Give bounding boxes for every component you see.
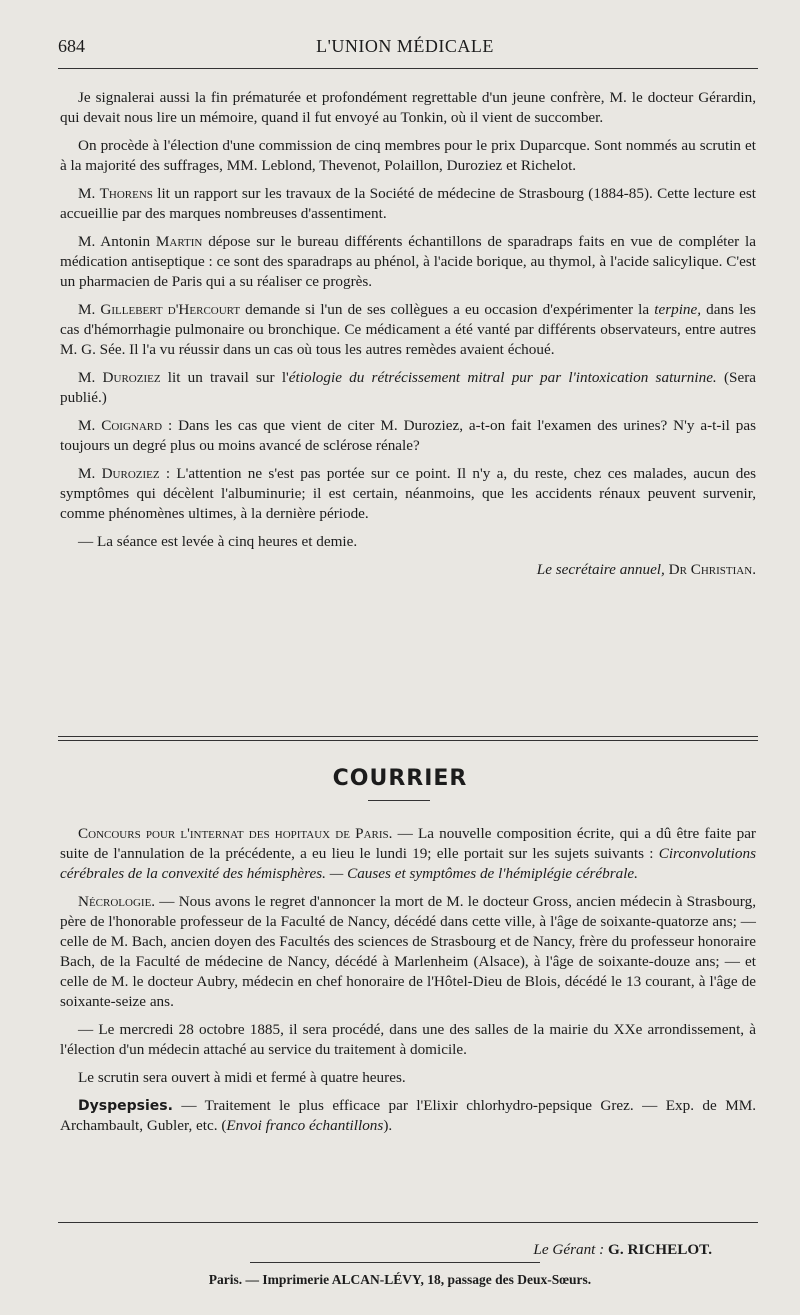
session-report xyxy=(60,88,756,580)
speaker-name: Thorens xyxy=(99,185,153,202)
paragraph-martin: M. Antonin Martin dépose sur le bureau différents échantillons de sparadraps faits en vue de compléter la médication antiseptique : ce sont des sparadraps au phénol, à l'acide borique, au thymol, à l'acide salicylique. C'est un pharmacien de Paris qui a su réaliser ce progrès. xyxy=(60,233,756,290)
section-rule-top xyxy=(58,736,758,737)
journal-title: L'UNION MÉDICALE xyxy=(316,36,494,56)
item-heading: Nécrologie. xyxy=(78,893,156,910)
page-number: 684 xyxy=(58,36,85,56)
paragraph-duroziez-reply: M. Duroziez : L'attention ne s'est pas portée sur ce point. Il n'y a, du reste, chez ces malades, aucun des symptômes qui décèlent l'albuminurie; il est certain, néanmoins, que les accidents rénaux peuvent survenir, comme phénomènes ultimes, à la dernière période. xyxy=(60,465,756,522)
paragraph-gillebert: M. Gillebert d'Hercourt demande si l'un de ses collègues a eu occasion d'expérimenter la terpine, dans les cas d'hémorrhagie pulmonaire ou bronchique. Ce médicament a été vanté par différents observateurs, entre autres M. G. Sée. Il l'a vu réussir dans un cas où tous les autres remèdes avaient échoué. xyxy=(60,301,756,358)
paragraph-coignard: M. Coignard : Dans les cas que vient de citer M. Duroziez, a-t-on fait l'examen des urines? N'y a-t-il pas toujours un degré plus ou moins avancé de sclérose rénale? xyxy=(60,417,756,454)
header-rule xyxy=(58,68,758,69)
speaker-name: Coignard xyxy=(101,417,163,434)
gerant-signature: Le Gérant : G. RICHELOT. xyxy=(533,1241,712,1258)
item-heading: Concours pour l'internat des hopitaux de Paris. xyxy=(78,825,393,842)
printer-imprint: Paris. — Imprimerie ALCAN-LÉVY, 18, passage des Deux-Sœurs. xyxy=(208,1272,592,1287)
footer-rule xyxy=(58,1222,758,1223)
speaker-name: Duroziez xyxy=(102,369,161,386)
courrier-section xyxy=(60,824,756,1144)
section-rule-bottom xyxy=(58,740,758,741)
running-header xyxy=(58,30,752,60)
title-underline xyxy=(368,800,430,801)
paragraph-commission: On procède à l'élection d'une commission de cinq membres pour le prix Duparcque. Sont nommés au scrutin et à la majorité des suffrages, MM. Leblond, Thevenot, Polaillon, Duroziez et Richelot. xyxy=(60,137,756,174)
paragraph-election: — Le mercredi 28 octobre 1885, il sera procédé, dans une des salles de la mairie du XXe arrondissement, à l'élection d'un médecin attaché au service du traitement à domicile. xyxy=(60,1021,756,1058)
speaker-name: Martin xyxy=(155,233,203,250)
secretary-signature: Le secrétaire annuel, Dr Christian. xyxy=(536,561,756,578)
paragraph-scrutin: Le scrutin sera ouvert à midi et fermé à quatre heures. xyxy=(78,1069,406,1086)
speaker-name: Duroziez xyxy=(101,465,160,482)
paragraph-closing: — La séance est levée à cinq heures et demie. xyxy=(78,533,358,550)
section-title: COURRIER xyxy=(332,766,468,791)
paragraph-necrologie: Nécrologie. — Nous avons le regret d'annoncer la mort de M. le docteur Gross, ancien médecin à Strasbourg, père de l'honorable professeur de la Faculté de Nancy, décédé dans cette ville, à l'âge de soixante-quatorze ans; — celle de M. Bach, ancien doyen des Facultés des sciences de Strasbourg et de Nancy, frère du professeur honoraire Bach, de la Faculté de médecine de Nancy, décédé à Marlenheim (Alsace), à l'âge de soixante-douze ans; — et celle de M. le docteur Aubry, médecin en chef honoraire de l'Hôtel-Dieu de Blois, décédé le 13 courant, à l'âge de soixante-seize ans. xyxy=(60,893,756,1010)
imprint-rule xyxy=(250,1262,540,1263)
paragraph-gerardin: Je signalerai aussi la fin prématurée et profondément regrettable d'un jeune confrère, M. le docteur Gérardin, qui devait nous lire un mémoire, quand il fut envoyé au Tonkin, où il vient de succomber. xyxy=(60,89,756,126)
paragraph-dyspepsies: Dyspepsies. — Traitement le plus efficace par l'Elixir chlorhydro-pepsique Grez. — Exp. de MM. Archambault, Gubler, etc. (Envoi franco échantillons). xyxy=(60,1097,756,1134)
advert-heading: Dyspepsies. xyxy=(78,1098,173,1114)
paragraph-duroziez-reading: M. Duroziez lit un travail sur l'étiologie du rétrécissement mitral pur par l'intoxication saturnine. (Sera publié.) xyxy=(60,369,756,406)
paragraph-concours: Concours pour l'internat des hopitaux de Paris. — La nouvelle composition écrite, qui a dû être faite par suite de l'annulation de la précédente, a eu lieu le lundi 19; elle portait sur les sujets suivants : Circonvolutions cérébrales de la convexité des hémisphères. — Causes et symptômes de l'hémiplégie cérébrale. xyxy=(60,825,756,882)
speaker-name: Gillebert d'Hercourt xyxy=(100,301,241,318)
paragraph-thorens: M. Thorens lit un rapport sur les travaux de la Société de médecine de Strasbourg (1884-85). Cette lecture est accueillie par des marques nombreuses d'assentiment. xyxy=(60,185,757,222)
